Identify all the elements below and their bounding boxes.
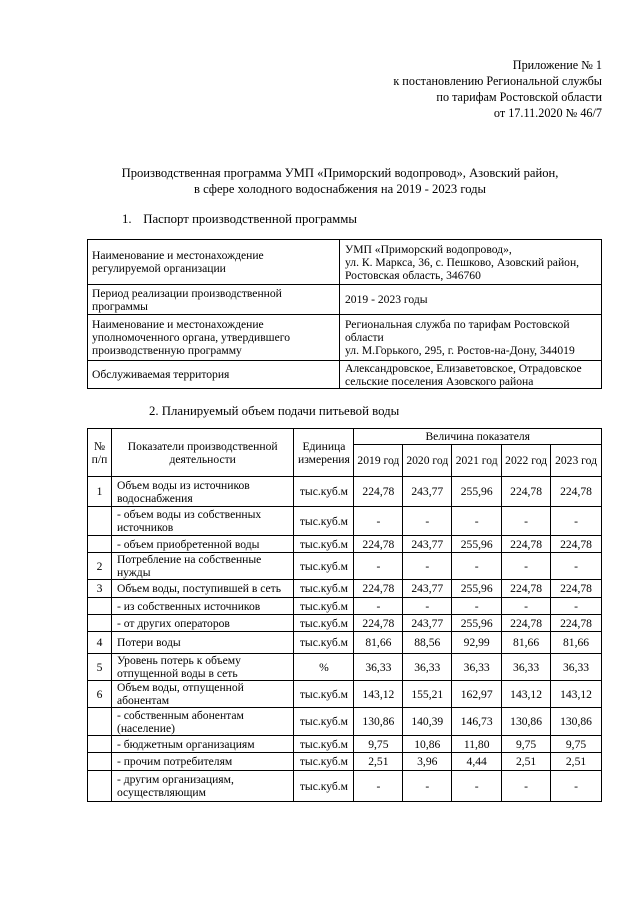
passport-row: [88, 361, 602, 389]
passport-value-line: ул. К. Маркса, 36, с. Пешково, Азовский район,: [345, 255, 580, 269]
table-row: [88, 615, 602, 632]
row-value: 9,75: [551, 736, 602, 753]
row-value: 255,96: [452, 536, 502, 553]
row-indicator: - бюджетным организациям: [111, 736, 293, 753]
row-value: 36,33: [502, 654, 551, 681]
row-value: 224,78: [354, 477, 403, 507]
row-value: 36,33: [354, 654, 403, 681]
header-value-group: Величина показателя: [354, 429, 602, 445]
header-year: 2019 год: [354, 445, 403, 477]
row-number: [88, 536, 112, 553]
row-value: 143,12: [551, 681, 602, 708]
appendix-line: Приложение № 1: [512, 58, 602, 72]
row-value: -: [354, 771, 403, 802]
row-value: 140,39: [403, 708, 452, 736]
row-indicator: - прочим потребителям: [111, 753, 293, 771]
passport-row: [88, 285, 602, 315]
row-unit: тыс.куб.м: [294, 708, 354, 736]
row-indicator: - объем воды из собственных источников: [111, 507, 293, 536]
row-indicator: - другим организациям, осуществляющим: [111, 771, 293, 802]
row-indicator: Объем воды из источников водоснабжения: [111, 477, 293, 507]
passport-key: Наименование и местонахождение уполномоченного органа, утвердившего производственную программу: [88, 315, 340, 361]
row-value: -: [403, 507, 452, 536]
row-value: 224,78: [551, 536, 602, 553]
passport-key: Период реализации производственной программы: [88, 285, 340, 315]
table-row: [88, 708, 602, 736]
row-indicator: - из собственных источников: [111, 598, 293, 615]
table-row: [88, 580, 602, 598]
row-number: 3: [88, 580, 112, 598]
row-value: -: [551, 553, 602, 580]
row-indicator: Потребление на собственные нужды: [111, 553, 293, 580]
row-unit: тыс.куб.м: [294, 753, 354, 771]
row-value: 36,33: [403, 654, 452, 681]
appendix-note: [393, 57, 602, 121]
table-row: [88, 536, 602, 553]
passport-value: [340, 240, 602, 285]
header-year: 2020 год: [403, 445, 452, 477]
appendix-line: к постановлению Региональной службы: [393, 74, 602, 88]
appendix-line: от 17.11.2020 № 46/7: [493, 106, 602, 120]
section-heading-passport: [122, 212, 357, 227]
header-row: [88, 429, 602, 445]
row-number: 1: [88, 477, 112, 507]
passport-value: [340, 285, 602, 315]
row-value: -: [354, 598, 403, 615]
row-value: 255,96: [452, 580, 502, 598]
row-indicator: Объем воды, поступившей в сеть: [111, 580, 293, 598]
row-value: -: [452, 598, 502, 615]
row-value: -: [502, 598, 551, 615]
row-value: -: [502, 507, 551, 536]
row-value: 224,78: [502, 615, 551, 632]
passport-value: [340, 315, 602, 361]
passport-row: [88, 315, 602, 361]
row-value: 3,96: [403, 753, 452, 771]
row-unit: тыс.куб.м: [294, 681, 354, 708]
passport-key: Наименование и местонахождение регулируемой организации: [88, 240, 340, 285]
row-value: 130,86: [502, 708, 551, 736]
row-value: 81,66: [354, 632, 403, 654]
row-value: 143,12: [354, 681, 403, 708]
table-row: [88, 507, 602, 536]
row-indicator: Объем воды, отпущенной абонентам: [111, 681, 293, 708]
row-value: -: [551, 598, 602, 615]
title-line: Производственная программа УМП «Приморский водопровод», Азовский район,: [121, 166, 559, 180]
row-value: 224,78: [502, 536, 551, 553]
row-number: [88, 507, 112, 536]
row-unit: тыс.куб.м: [294, 771, 354, 802]
row-unit: тыс.куб.м: [294, 553, 354, 580]
row-number: [88, 753, 112, 771]
row-value: -: [452, 771, 502, 802]
row-number: [88, 598, 112, 615]
row-value: 130,86: [354, 708, 403, 736]
passport-value-line: Ростовская область, 346760: [345, 268, 481, 282]
row-value: 92,99: [452, 632, 502, 654]
row-unit: тыс.куб.м: [294, 477, 354, 507]
row-value: 81,66: [551, 632, 602, 654]
row-unit: тыс.куб.м: [294, 736, 354, 753]
row-value: 224,78: [551, 580, 602, 598]
row-value: -: [502, 771, 551, 802]
row-value: 10,86: [403, 736, 452, 753]
document-title: [40, 165, 640, 197]
passport-value-line: УМП «Приморский водопровод»,: [345, 242, 512, 256]
table-row: [88, 632, 602, 654]
section-heading-plan: 2. Планируемый объем подачи питьевой воды: [149, 404, 400, 418]
row-value: 88,56: [403, 632, 452, 654]
row-unit: тыс.куб.м: [294, 580, 354, 598]
table-row: [88, 771, 602, 802]
row-number: [88, 708, 112, 736]
passport-row: [88, 240, 602, 285]
table-row: [88, 477, 602, 507]
row-number: 2: [88, 553, 112, 580]
row-value: 243,77: [403, 615, 452, 632]
table-row: [88, 553, 602, 580]
row-unit: тыс.куб.м: [294, 536, 354, 553]
title-line: в сфере холодного водоснабжения на 2019 - 2023 годы: [193, 182, 487, 196]
row-value: -: [354, 507, 403, 536]
header-indicator: Показатели производственной деятельности: [111, 429, 293, 477]
header-year: 2021 год: [452, 445, 502, 477]
row-value: -: [452, 507, 502, 536]
row-value: -: [403, 771, 452, 802]
header-year: 2022 год: [502, 445, 551, 477]
row-value: 243,77: [403, 580, 452, 598]
row-indicator: Потери воды: [111, 632, 293, 654]
row-value: -: [354, 553, 403, 580]
row-value: 2,51: [354, 753, 403, 771]
row-value: -: [551, 771, 602, 802]
row-value: 81,66: [502, 632, 551, 654]
row-value: 255,96: [452, 615, 502, 632]
row-unit: тыс.куб.м: [294, 632, 354, 654]
table-row: [88, 654, 602, 681]
row-value: 2,51: [502, 753, 551, 771]
row-value: 4,44: [452, 753, 502, 771]
row-value: 9,75: [354, 736, 403, 753]
row-unit: %: [294, 654, 354, 681]
row-value: 36,33: [452, 654, 502, 681]
header-unit: Единица измерения: [294, 429, 354, 477]
row-value: 9,75: [502, 736, 551, 753]
row-unit: тыс.куб.м: [294, 507, 354, 536]
table-row: [88, 736, 602, 753]
row-value: -: [452, 553, 502, 580]
passport-table: [87, 239, 602, 389]
row-number: [88, 771, 112, 802]
appendix-line: по тарифам Ростовской области: [436, 90, 602, 104]
row-value: 224,78: [354, 615, 403, 632]
passport-value-line: ул. М.Горького, 295, г. Ростов-на-Дону, 344019: [345, 344, 575, 357]
row-value: -: [403, 598, 452, 615]
row-indicator: - объем приобретенной воды: [111, 536, 293, 553]
header-num: № п/п: [88, 429, 112, 477]
passport-value: [340, 361, 602, 389]
row-value: 224,78: [354, 580, 403, 598]
row-value: 224,78: [502, 477, 551, 507]
row-indicator: Уровень потерь к объему отпущенной воды в сеть: [111, 654, 293, 681]
passport-value-line: Александровское, Елизаветовское, Отрадовское сельские поселения Азовского района: [345, 361, 582, 388]
row-value: 224,78: [551, 615, 602, 632]
row-value: -: [502, 553, 551, 580]
passport-value-line: Региональная служба по тарифам Ростовской области: [345, 318, 570, 344]
row-number: 6: [88, 681, 112, 708]
row-number: 4: [88, 632, 112, 654]
row-value: 224,78: [551, 477, 602, 507]
row-number: [88, 615, 112, 632]
section-title: Паспорт производственной программы: [143, 212, 357, 226]
row-value: 243,77: [403, 536, 452, 553]
passport-value-line: 2019 - 2023 годы: [345, 293, 428, 306]
row-unit: тыс.куб.м: [294, 598, 354, 615]
row-value: 11,80: [452, 736, 502, 753]
row-value: 146,73: [452, 708, 502, 736]
row-value: 143,12: [502, 681, 551, 708]
section-number: 1.: [122, 212, 132, 226]
row-indicator: - собственным абонентам (население): [111, 708, 293, 736]
row-value: 224,78: [502, 580, 551, 598]
row-number: 5: [88, 654, 112, 681]
passport-key: Обслуживаемая территория: [88, 361, 340, 389]
row-value: 255,96: [452, 477, 502, 507]
row-number: [88, 736, 112, 753]
table-row: [88, 753, 602, 771]
row-value: 243,77: [403, 477, 452, 507]
row-value: 162,97: [452, 681, 502, 708]
row-unit: тыс.куб.м: [294, 615, 354, 632]
row-value: 155,21: [403, 681, 452, 708]
header-year: 2023 год: [551, 445, 602, 477]
row-value: 224,78: [354, 536, 403, 553]
row-value: 36,33: [551, 654, 602, 681]
row-value: -: [403, 553, 452, 580]
row-value: -: [551, 507, 602, 536]
row-value: 2,51: [551, 753, 602, 771]
water-supply-plan-table: [87, 428, 602, 802]
row-value: 130,86: [551, 708, 602, 736]
row-indicator: - от других операторов: [111, 615, 293, 632]
table-row: [88, 598, 602, 615]
table-row: [88, 681, 602, 708]
